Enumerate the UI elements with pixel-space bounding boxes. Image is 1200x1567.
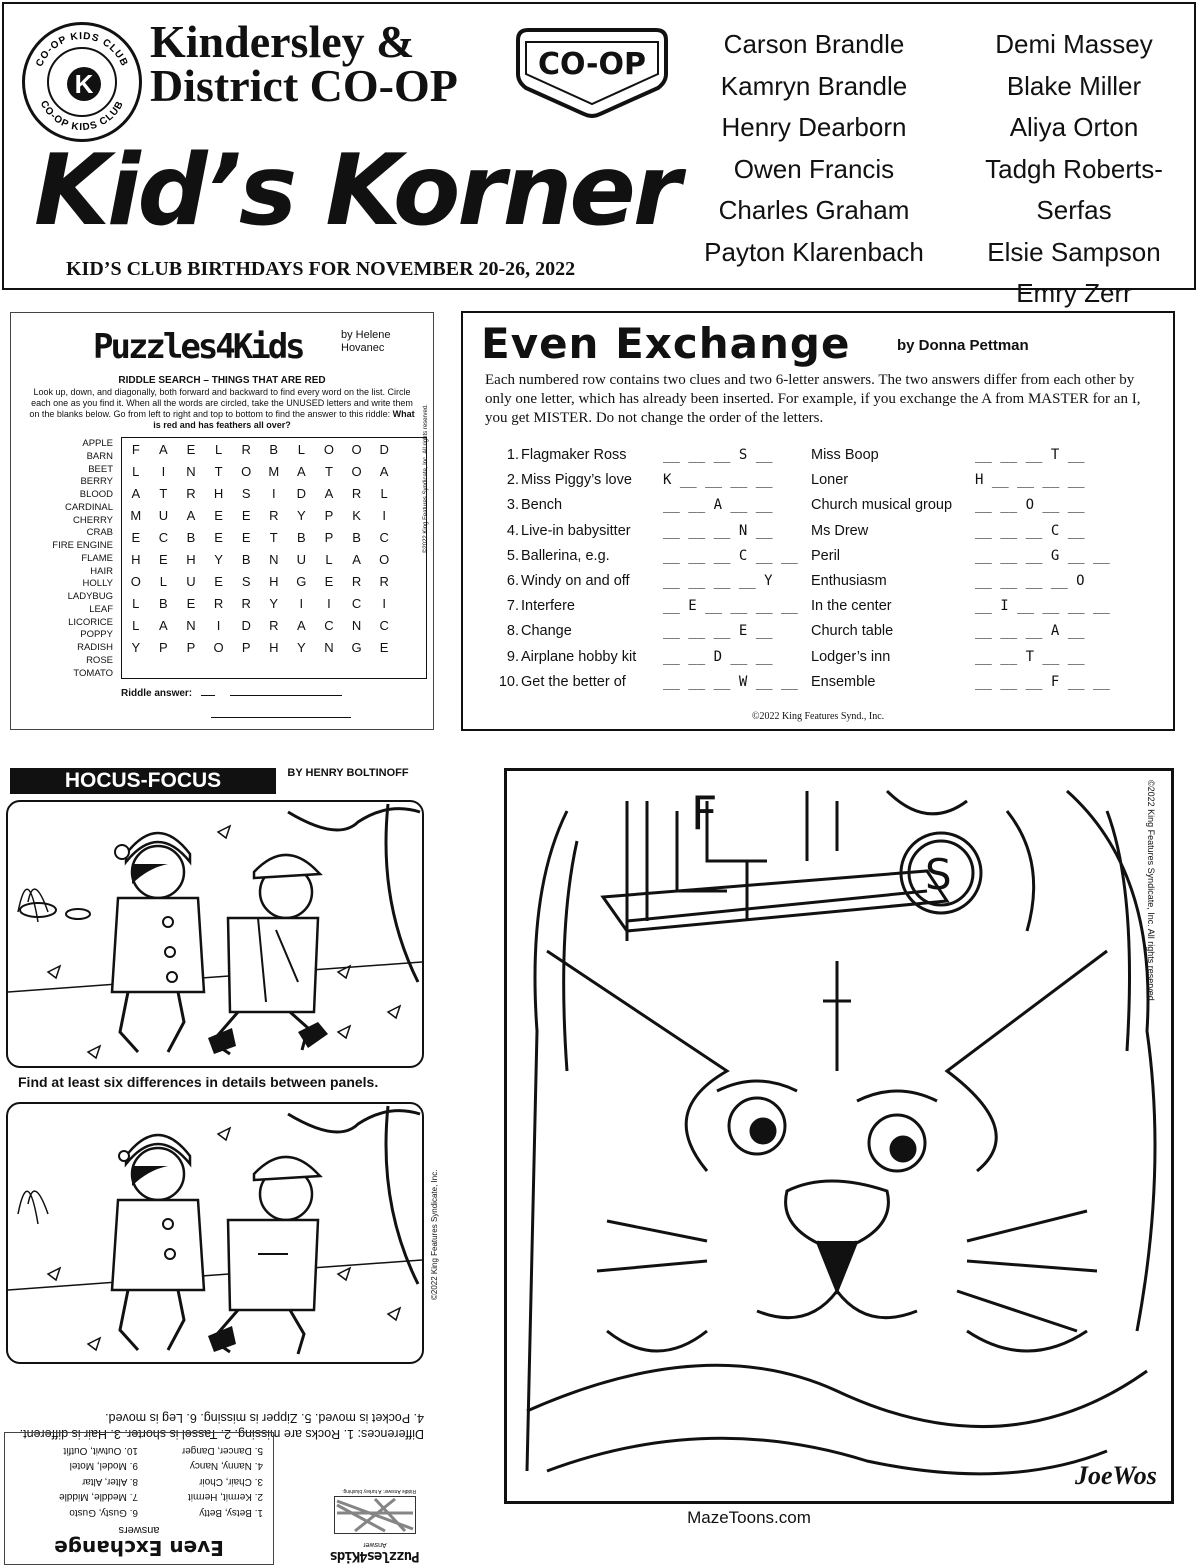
birthday-name: Henry Dearborn	[721, 112, 907, 142]
grid-letter[interactable]: O	[130, 573, 141, 589]
answer-blanks-b[interactable]: __ __ T __ __	[975, 648, 1085, 665]
answer-item: 1. Betsy, Betty	[199, 1507, 263, 1518]
grid-row	[122, 570, 426, 592]
grid-letter[interactable]: S	[241, 573, 251, 589]
grid-letter[interactable]: U	[158, 507, 169, 523]
grid-letter[interactable]: R	[269, 617, 279, 633]
grid-row	[122, 614, 426, 636]
grid-letter[interactable]: A	[186, 507, 196, 523]
grid-letter[interactable]: T	[324, 463, 333, 479]
clue-number: 4.	[506, 522, 519, 539]
ee-row	[491, 649, 1151, 674]
answer-blanks-b[interactable]: __ __ __ F __ __	[975, 673, 1110, 690]
grid-letter[interactable]: B	[297, 529, 306, 545]
ee-row	[491, 623, 1151, 648]
logo-letter: K	[67, 67, 101, 101]
maze-site: MazeToons.com	[687, 1508, 811, 1527]
answers-p4k-riddle-label: Riddle Answer:	[382, 1488, 416, 1494]
grid-letter[interactable]: E	[214, 573, 223, 589]
grid-letter[interactable]: I	[382, 595, 386, 611]
grid-letter[interactable]: E	[186, 441, 196, 457]
word-list	[25, 438, 113, 680]
grid-letter[interactable]: U	[186, 573, 196, 589]
answers-p4k-riddle	[342, 1488, 416, 1494]
riddle-answer-area[interactable]	[121, 687, 351, 721]
grid-letter[interactable]: A	[379, 463, 389, 479]
clue-b: Peril	[811, 547, 841, 564]
grid-row	[122, 592, 426, 614]
grid-letter[interactable]: E	[214, 507, 223, 523]
grid-letter[interactable]: Y	[214, 551, 223, 567]
answer-blank[interactable]	[211, 709, 351, 718]
grid-row	[122, 548, 426, 570]
grid-letter[interactable]: L	[132, 617, 140, 633]
grid-letter[interactable]: O	[351, 463, 362, 479]
grid-letter[interactable]: N	[351, 617, 362, 633]
grid-letter[interactable]: H	[269, 573, 279, 589]
grid-letter[interactable]: R	[241, 595, 251, 611]
kids-walking-illustration-alt	[8, 1104, 422, 1362]
birthday-name: Elsie Sampson	[987, 236, 1161, 267]
p4k-byline: by Helene Hovanec	[341, 329, 391, 354]
ee-row	[491, 497, 1151, 522]
answer-blanks-a[interactable]: __ __ __ E __	[663, 623, 773, 640]
store-name: Kindersley & District CO-OP	[150, 16, 458, 111]
grid-letter[interactable]: L	[159, 573, 167, 589]
birthday-name: Owen Francis	[733, 153, 895, 184]
ee-row	[491, 573, 1151, 598]
puzzles4kids-answer	[330, 1482, 420, 1564]
p4k-title: Puzzles4Kids	[93, 327, 303, 367]
hocus-focus-differences: Differences: 1. Rocks are missing. 2. Tassel is shorter. 3. Hair is different. 4. Pocket is moved. 5. Zipper is missing. 6. Leg is moved.	[19, 1411, 424, 1441]
answer-item: 3. Chair, Choir	[199, 1476, 263, 1487]
ee-byline: by Donna Pettman	[897, 337, 1029, 354]
clue-number: 2.	[506, 472, 519, 489]
grid-letter[interactable]: Y	[131, 639, 141, 655]
grid-letter[interactable]: M	[130, 507, 142, 523]
grid-letter[interactable]: T	[159, 485, 168, 501]
answer-blanks-a[interactable]: __ __ __ S __	[663, 447, 773, 463]
search-word: CARDINAL	[64, 501, 113, 513]
grid-letter[interactable]: O	[213, 639, 224, 655]
grid-letter[interactable]: B	[159, 595, 168, 611]
clue-a: Live-in babysitter	[521, 522, 631, 539]
logo-ring-text: CO-OP KIDS CLUB	[34, 30, 130, 69]
grid-letter[interactable]: E	[324, 573, 334, 589]
word-search-grid[interactable]	[121, 437, 427, 679]
answer-blanks-a[interactable]: __ __ __ C __ __	[663, 547, 798, 564]
grid-letter[interactable]: P	[324, 529, 334, 545]
grid-letter[interactable]: P	[186, 639, 196, 655]
p4k-heading: RIDDLE SEARCH – THINGS THAT ARE RED	[118, 375, 326, 386]
grid-letter[interactable]: S	[241, 485, 251, 501]
clue-a: Miss Piggy’s love	[521, 472, 632, 489]
clue-number: 5.	[506, 547, 519, 564]
grid-letter[interactable]: B	[186, 529, 196, 545]
grid-letter[interactable]: K	[352, 507, 361, 523]
grid-letter[interactable]: O	[379, 551, 390, 567]
answer-item: 6. Gusty, Gusto	[69, 1507, 138, 1518]
birthday-name: Carson Brandle	[723, 29, 905, 59]
clue-a: Interfere	[521, 598, 575, 615]
clue-b: Church musical group	[811, 497, 953, 514]
grid-letter[interactable]: I	[299, 595, 304, 611]
grid-letter[interactable]: I	[161, 463, 166, 479]
grid-letter[interactable]: O	[323, 441, 335, 457]
clue-b: Lodger’s inn	[811, 648, 891, 665]
birthday-name: Blake Miller	[1006, 70, 1142, 101]
search-word: APPLE	[82, 438, 113, 449]
kids-club-logo	[22, 22, 142, 142]
grid-letter[interactable]: R	[379, 573, 389, 589]
clue-b: Miss Boop	[811, 447, 879, 463]
grid-letter[interactable]: Y	[297, 639, 306, 655]
answers-p4k-subtitle: Answer	[363, 1541, 387, 1548]
grid-letter[interactable]: I	[216, 617, 221, 633]
clue-number: 1.	[506, 447, 519, 463]
grid-letter[interactable]: E	[214, 529, 223, 545]
cat-maze-illustration	[507, 771, 1171, 1501]
answer-blanks-a[interactable]: __ __ __ N __	[663, 522, 773, 539]
grid-letter[interactable]: B	[352, 529, 361, 545]
search-word: BLOOD	[79, 489, 113, 500]
grid-letter[interactable]: A	[159, 441, 168, 457]
search-word: HOLLY	[82, 578, 113, 590]
search-word: HAIR	[90, 565, 113, 577]
ee-clue-rows	[491, 447, 1151, 699]
grid-row	[122, 504, 426, 526]
grid-letter[interactable]: L	[380, 485, 388, 501]
search-word: BARN	[86, 450, 113, 462]
search-word: CHERRY	[73, 514, 113, 526]
answers-ee-subtitle: answers	[118, 1524, 160, 1536]
clue-b: Ms Drew	[811, 522, 869, 539]
search-word: LICORICE	[68, 616, 113, 628]
clue-b: Loner	[811, 472, 849, 489]
grid-letter[interactable]: T	[214, 463, 223, 479]
grid-letter[interactable]: C	[324, 617, 334, 633]
clue-a: Airplane hobby kit	[521, 648, 637, 665]
answer-item: 5. Dancer, Danger	[181, 1445, 263, 1456]
grid-letter[interactable]: N	[324, 639, 334, 655]
grid-row	[122, 438, 426, 460]
answer-blanks-a[interactable]: __ __ A __ __	[663, 497, 773, 514]
answers-p4k-riddle-text: A turkey blushing.	[342, 1488, 382, 1494]
search-word: LADYBUG	[67, 591, 113, 602]
clue-number: 8.	[506, 623, 519, 640]
clue-a: Windy on and off	[521, 572, 630, 589]
grid-letter[interactable]: C	[158, 529, 169, 545]
grid-letter[interactable]: A	[297, 463, 306, 479]
logo-inner-ring	[47, 47, 117, 117]
clue-b: In the center	[811, 598, 892, 615]
maze-copyright: ©2022 King Features Syndicate, Inc. All rights reserved.	[1146, 780, 1156, 1004]
clue-a: Get the better of	[521, 673, 626, 690]
grid-letter[interactable]: C	[379, 529, 389, 545]
birthday-name: Emry Zerr	[1016, 278, 1132, 308]
grid-letter[interactable]: T	[269, 529, 278, 545]
grid-letter[interactable]: L	[297, 441, 305, 457]
answers-ee-title: Even Exchange	[54, 1536, 224, 1560]
clue-b: Enthusiasm	[811, 572, 887, 589]
birthday-name: Payton Klarenbach	[704, 236, 924, 267]
grid-letter[interactable]: R	[213, 595, 224, 611]
search-word: CRAB	[86, 527, 113, 539]
answer-blank[interactable]	[201, 687, 215, 696]
grid-letter[interactable]: H	[213, 485, 224, 501]
answer-blanks-a[interactable]: __ __ __ __ Y	[663, 572, 773, 589]
maze-frame[interactable]	[504, 768, 1174, 1504]
answer-blanks-a[interactable]: __ __ __ W __ __	[663, 673, 798, 690]
grid-row	[122, 636, 426, 658]
birthday-name: Aliya Orton	[1009, 112, 1139, 142]
grid-letter[interactable]: L	[132, 595, 140, 611]
grid-letter[interactable]: P	[159, 639, 168, 655]
answer-blanks-b[interactable]: __ __ __ C __	[975, 522, 1085, 539]
grid-letter[interactable]: A	[352, 551, 361, 567]
grid-letter[interactable]: A	[297, 617, 306, 633]
ee-row	[491, 472, 1151, 497]
grid-letter[interactable]: D	[296, 485, 307, 501]
grid-letter[interactable]: U	[296, 551, 307, 567]
answers-p4k-title: Puzzles4Kids	[330, 1548, 420, 1564]
search-word: BEET	[88, 463, 113, 475]
grid-letter[interactable]: C	[351, 595, 362, 611]
search-word: FIRE ENGINE	[52, 540, 113, 551]
grid-letter[interactable]: B	[269, 441, 279, 457]
clue-a: Flagmaker Ross	[521, 447, 627, 463]
grid-letter[interactable]: M	[268, 463, 280, 479]
ee-row	[491, 674, 1151, 699]
grid-letter[interactable]: C	[379, 617, 389, 633]
grid-letter[interactable]: E	[186, 595, 196, 611]
grid-letter[interactable]: Y	[269, 595, 279, 611]
hocus-focus-byline: BY HENRY BOLTINOFF	[287, 767, 409, 779]
grid-letter[interactable]: N	[186, 617, 196, 633]
hocus-focus-panel-top	[6, 800, 424, 1068]
hocus-focus-label: HOCUS-FOCUS	[10, 768, 276, 794]
search-word: LEAF	[89, 603, 113, 615]
even-exchange-answers	[4, 1432, 274, 1565]
coop-logo	[512, 26, 672, 118]
answer-blank[interactable]	[230, 687, 342, 696]
even-exchange-panel	[461, 311, 1175, 731]
clue-number: 3.	[506, 497, 519, 514]
grid-row	[122, 526, 426, 548]
grid-letter[interactable]: A	[131, 485, 141, 501]
search-word: POPPY	[80, 629, 113, 641]
maze-letter-s: S	[925, 850, 952, 899]
search-word: BERRY	[80, 476, 113, 488]
grid-row	[122, 482, 426, 504]
maze-letter-f: F	[691, 786, 718, 840]
grid-letter[interactable]: L	[214, 441, 223, 457]
answer-blanks-b[interactable]: __ I __ __ __ __	[975, 598, 1110, 615]
clue-a: Ballerina, e.g.	[521, 547, 610, 564]
grid-letter[interactable]: I	[327, 595, 331, 611]
grid-letter[interactable]: O	[351, 441, 362, 457]
kids-walking-illustration	[8, 802, 422, 1066]
answers-ee-list	[13, 1443, 263, 1521]
answer-blanks-b[interactable]: __ __ __ G __ __	[975, 547, 1110, 564]
answer-blanks-b[interactable]: __ __ __ T __	[975, 447, 1085, 463]
p4k-copyright: ©2022 King Features Syndicate, Inc. All rights reserved.	[423, 404, 429, 553]
maze-panel	[504, 768, 1174, 1563]
clue-number: 7.	[506, 598, 519, 615]
grid-letter[interactable]: A	[324, 485, 334, 501]
grid-letter[interactable]: L	[132, 463, 140, 479]
answer-item: 10. Outwit, Outfit	[63, 1445, 138, 1456]
answer-item: 8. Alter, Altar	[81, 1476, 138, 1487]
ee-title: Even Exchange	[481, 319, 851, 368]
clue-number: 9.	[506, 648, 519, 665]
grid-letter[interactable]: E	[241, 529, 251, 545]
grid-letter[interactable]: L	[325, 551, 333, 567]
clue-a: Bench	[521, 497, 563, 514]
grid-letter[interactable]: H	[186, 551, 196, 567]
search-word: RADISH	[77, 642, 113, 653]
birthday-names-left	[694, 24, 934, 273]
logo-ring-text-bottom: CO-OP KIDS CLUB	[37, 98, 127, 134]
hocus-focus-panel-bottom	[6, 1102, 424, 1364]
answer-blanks-a[interactable]: K __ __ __ __	[663, 472, 773, 489]
search-word: FLAME	[81, 552, 113, 564]
search-word: ROSE	[86, 654, 113, 666]
birthday-names-right	[949, 24, 1199, 315]
ee-row	[491, 598, 1151, 623]
ee-copyright: ©2022 King Features Synd., Inc.	[751, 711, 885, 722]
page-title: Kid’s Korner	[34, 134, 679, 248]
grid-letter[interactable]: R	[269, 507, 279, 523]
grid-letter[interactable]: P	[241, 639, 251, 655]
grid-letter[interactable]: N	[269, 551, 279, 567]
grid-letter[interactable]: G	[351, 639, 362, 655]
answer-blanks-b[interactable]: __ __ O __ __	[975, 497, 1085, 514]
clue-b: Church table	[811, 623, 894, 640]
grid-letter[interactable]: O	[241, 463, 252, 479]
grid-letter[interactable]: R	[351, 573, 362, 589]
answer-item: 9. Model, Motel	[69, 1460, 138, 1472]
grid-letter[interactable]: F	[131, 441, 140, 457]
grid-letter[interactable]: E	[131, 529, 141, 545]
artist-signature: JoeWos	[1075, 1461, 1157, 1490]
grid-letter[interactable]: P	[324, 507, 334, 523]
hocus-focus-copyright: ©2022 King Features Syndicate, Inc.	[430, 1169, 439, 1300]
birthday-name: Demi Massey	[995, 29, 1153, 59]
answer-item: 2. Kermit, Hermit	[187, 1491, 263, 1503]
hocus-focus-caption: Find at least six differences in details between panels.	[18, 1074, 379, 1090]
birthday-line: KID’S CLUB BIRTHDAYS FOR NOVEMBER 20-26, 2022	[66, 258, 576, 280]
answers-p4k-grid	[334, 1496, 416, 1534]
puzzles4kids-panel	[10, 312, 434, 730]
grid-letter[interactable]: E	[159, 551, 168, 567]
p4k-instructions-text: Look up, down, and diagonally, both forward and backward to find every word on the list. Circle each one as you find it. When all the words are circled, take the UNUSED letters and write them on the blanks below. Go from left to right and top to bottom to find the answer to this riddle:	[29, 387, 413, 419]
clue-number: 10.	[498, 673, 519, 690]
birthday-name: Kamryn Brandle	[720, 70, 908, 101]
header-box	[2, 2, 1196, 308]
grid-letter[interactable]: Y	[297, 507, 306, 523]
p4k-riddle: What is red and has feathers all over?	[153, 409, 415, 430]
grid-letter[interactable]: D	[379, 441, 389, 457]
answer-blanks-a[interactable]: __ E __ __ __ __	[663, 598, 798, 615]
grid-letter[interactable]: A	[159, 617, 168, 633]
answer-blanks-a[interactable]: __ __ D __ __	[663, 648, 773, 665]
ee-instructions: Each numbered row contains two clues and two 6-letter answers. The two answers differ from each other by only one letter, which has already been inserted. For example, if you exchange the A from MASTER for an I, you get MISTER. Do not change the order of the letters.	[485, 372, 1141, 426]
grid-letter[interactable]: E	[379, 639, 389, 655]
clue-a: Change	[521, 623, 572, 640]
clue-b: Ensemble	[811, 673, 876, 690]
ee-row	[491, 548, 1151, 573]
grid-letter[interactable]: I	[271, 485, 276, 501]
grid-row	[122, 460, 426, 482]
ee-row	[491, 447, 1151, 472]
grid-letter[interactable]: R	[241, 441, 251, 457]
grid-letter[interactable]: I	[382, 507, 386, 523]
answer-item: 7. Meddle, Middle	[59, 1491, 138, 1503]
grid-letter[interactable]: H	[131, 551, 141, 567]
grid-letter[interactable]: R	[351, 485, 362, 501]
p4k-instructions	[25, 387, 419, 431]
riddle-answer-label: Riddle answer:	[121, 688, 193, 699]
birthday-name: Charles Graham	[718, 195, 910, 225]
grid-letter[interactable]: N	[186, 463, 196, 479]
clue-number: 6.	[506, 572, 519, 589]
answer-blanks-b[interactable]: H __ __ __ __	[975, 472, 1085, 489]
grid-letter[interactable]: B	[241, 551, 251, 567]
answer-blanks-b[interactable]: __ __ __ A __	[975, 623, 1085, 640]
grid-letter[interactable]: G	[296, 573, 307, 589]
answer-blanks-b[interactable]: __ __ __ __ O	[975, 572, 1085, 589]
grid-letter[interactable]: D	[241, 617, 251, 633]
grid-letter[interactable]: H	[269, 639, 279, 655]
birthday-name: Tadgh Roberts-Serfas	[985, 153, 1163, 225]
grid-letter[interactable]: E	[241, 507, 251, 523]
search-word: TOMATO	[73, 667, 113, 679]
answer-item: 4. Nanny, Nancy	[189, 1460, 263, 1472]
coop-logo-text: CO-OP	[537, 47, 647, 82]
grid-letter[interactable]: R	[186, 485, 196, 501]
ee-row	[491, 523, 1151, 548]
